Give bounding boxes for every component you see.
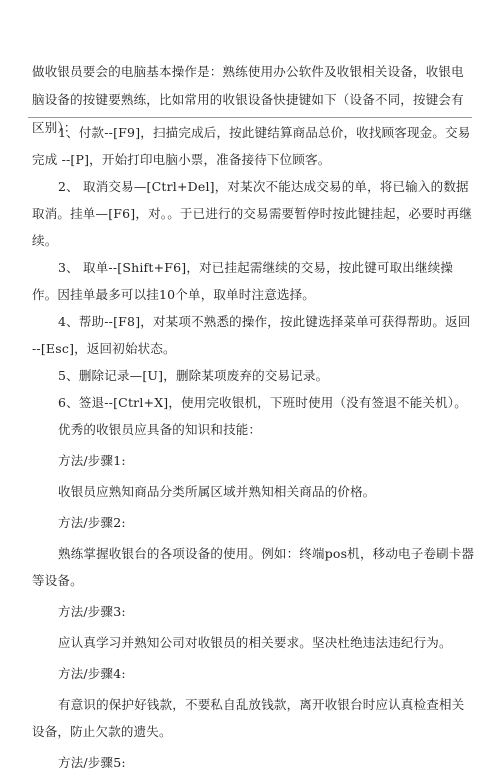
shortcut-pay: 1、付款--[F9]，扫描完成后，按此键结算商品总价，收找顾客现金。交易完成 --[P]，开始打印电脑小票，准备接待下位顾客。 [32, 125, 471, 167]
step-3-label: 方法/步骤3: [58, 604, 126, 619]
skills-heading: 优秀的收银员应具备的知识和技能： [58, 422, 262, 437]
step-3-text: 应认真学习并熟知公司对收银员的相关要求。坚决杜绝违法违纪行为。 [58, 635, 452, 650]
shortcut-cancel: 2、 取消交易—[Ctrl+Del]，对某次不能达成交易的单，将已输入的数据取消。挂单—[F6]，对。。于已进行的交易需要暂停时按此键挂起，必要时再继续。 [32, 179, 473, 248]
document-body [32, 119, 476, 776]
step-2-label: 方法/步骤2: [58, 515, 126, 530]
shortcut-help: 4、帮助--[F8]，对某项不熟悉的操作，按此键选择菜单可获得帮助。返回 --[Esc]，返回初始状态。 [32, 314, 471, 356]
step-1-text: 收银员应熟知商品分类所属区域并熟知相关商品的价格。 [58, 484, 376, 499]
shortcut-signout: 6、签退--[Ctrl+X]，使用完收银机，下班时使用（没有签退不能关机）。 [58, 395, 467, 410]
divider-line [28, 117, 472, 118]
step-4-text: 有意识的保护好钱款，不要私自乱放钱款，离开收银台时应认真检查相关设备，防止欠款的遗失。 [32, 697, 465, 739]
step-4-label: 方法/步骤4: [58, 666, 126, 681]
step-5-label: 方法/步骤5: [58, 755, 126, 770]
shortcut-delete: 5、删除记录—[U]，删除某项废弃的交易记录。 [58, 368, 329, 383]
step-1-label: 方法/步骤1: [58, 453, 126, 468]
intro-paragraph: 做收银员要会的电脑基本操作是：熟练使用办公软件及收银相关设备，收银电脑设备的按键要熟练，比如常用的收银设备快捷键如下（设备不同，按键会有区别）： [32, 64, 464, 135]
step-2-text: 熟练掌握收银台的各项设备的使用。例如：终端pos机，移动电子卷刷卡器等设备。 [32, 546, 475, 588]
shortcut-retrieve: 3、 取单--[Shift+F6]，对已挂起需继续的交易，按此键可取出继续操作。因挂单最多可以挂10个单，取单时注意选择。 [32, 260, 454, 302]
